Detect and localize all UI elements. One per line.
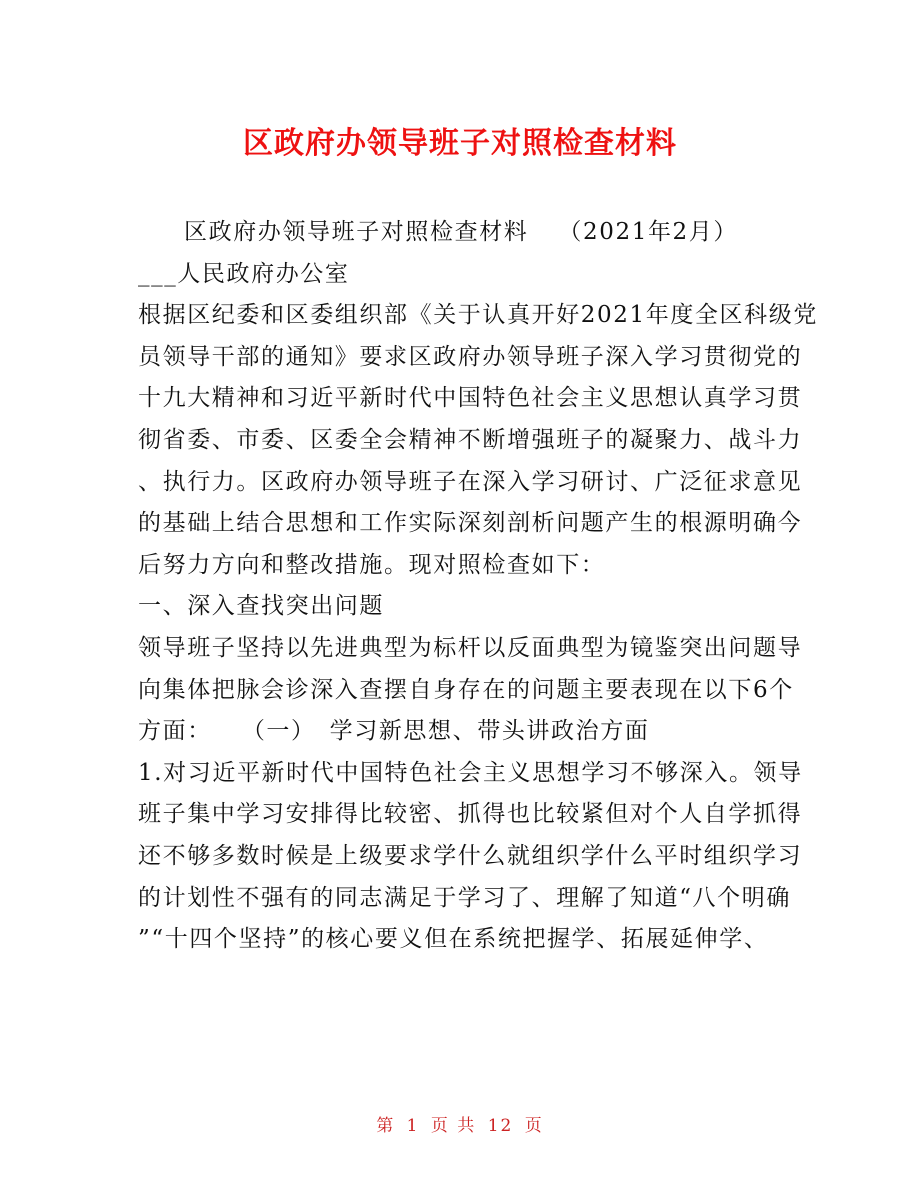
paragraph-tail: 方面： [138, 718, 212, 745]
document-title: 区政府办领导班子对照检查材料 [243, 126, 677, 161]
footer-middle: 页 共 [430, 1116, 477, 1136]
paragraph-line: 后努力方向和整改措施。现对照检查如下： [138, 551, 606, 578]
paragraph-line: 十九大精神和习近平新时代中国特色社会主义思想认真学习贯 [138, 385, 803, 412]
footer-page-number: 1 [406, 1116, 420, 1136]
subtitle-line [138, 212, 786, 254]
page-footer [0, 1111, 920, 1136]
footer-suffix: 页 [524, 1116, 544, 1136]
document-date: （2021年2月） [558, 219, 738, 245]
footer-prefix: 第 [376, 1116, 396, 1136]
footer-total-pages: 12 [487, 1116, 514, 1136]
section-heading: 一、深入查找突出问题 [138, 593, 384, 620]
org-line: ___人民政府办公室 [138, 260, 350, 287]
subsection-title: 学习新思想、带头讲政治方面 [329, 718, 650, 745]
paragraph-line: 1.对习近平新时代中国特色社会主义思想学习不够深入。领导 [138, 759, 803, 786]
paragraph-line [138, 711, 786, 753]
paragraph-line: 还不够多数时候是上级要求学什么就组织学什么平时组织学习 [138, 842, 803, 869]
subtitle: 区政府办领导班子对照检查材料 [184, 219, 529, 245]
paragraph-line: 的计划性不强有的同志满足于学习了、理解了知道“八个明确 [138, 884, 791, 911]
paragraph-line: 向集体把脉会诊深入查摆自身存在的问题主要表现在以下6个 [138, 676, 794, 703]
paragraph-line: 班子集中学习安排得比较密、抓得也比较紧但对个人自学抓得 [138, 801, 803, 828]
paragraph-line: 领导班子坚持以先进典型为标杆以反面典型为镜鉴突出问题导 [138, 634, 803, 661]
paragraph-line: 的基础上结合思想和工作实际深刻剖析问题产生的根源明确今 [138, 510, 803, 537]
document-body [138, 212, 818, 961]
paragraph-line: 员领导干部的通知》要求区政府办领导班子深入学习贯彻党的 [138, 343, 803, 370]
paragraph-line: ”“十四个坚持”的核心要义但在系统把握学、拓展延伸学、 [138, 926, 769, 953]
paragraph-line: 、执行力。区政府办领导班子在深入学习研讨、广泛征求意见 [138, 468, 803, 495]
paragraph-line: 根据区纪委和区委组织部《关于认真开好2021年度全区科级党 [138, 302, 818, 329]
paragraph-line: 彻省委、市委、区委全会精神不断增强班子的凝聚力、战斗力 [138, 426, 803, 453]
subsection-number: （一） [241, 718, 316, 745]
